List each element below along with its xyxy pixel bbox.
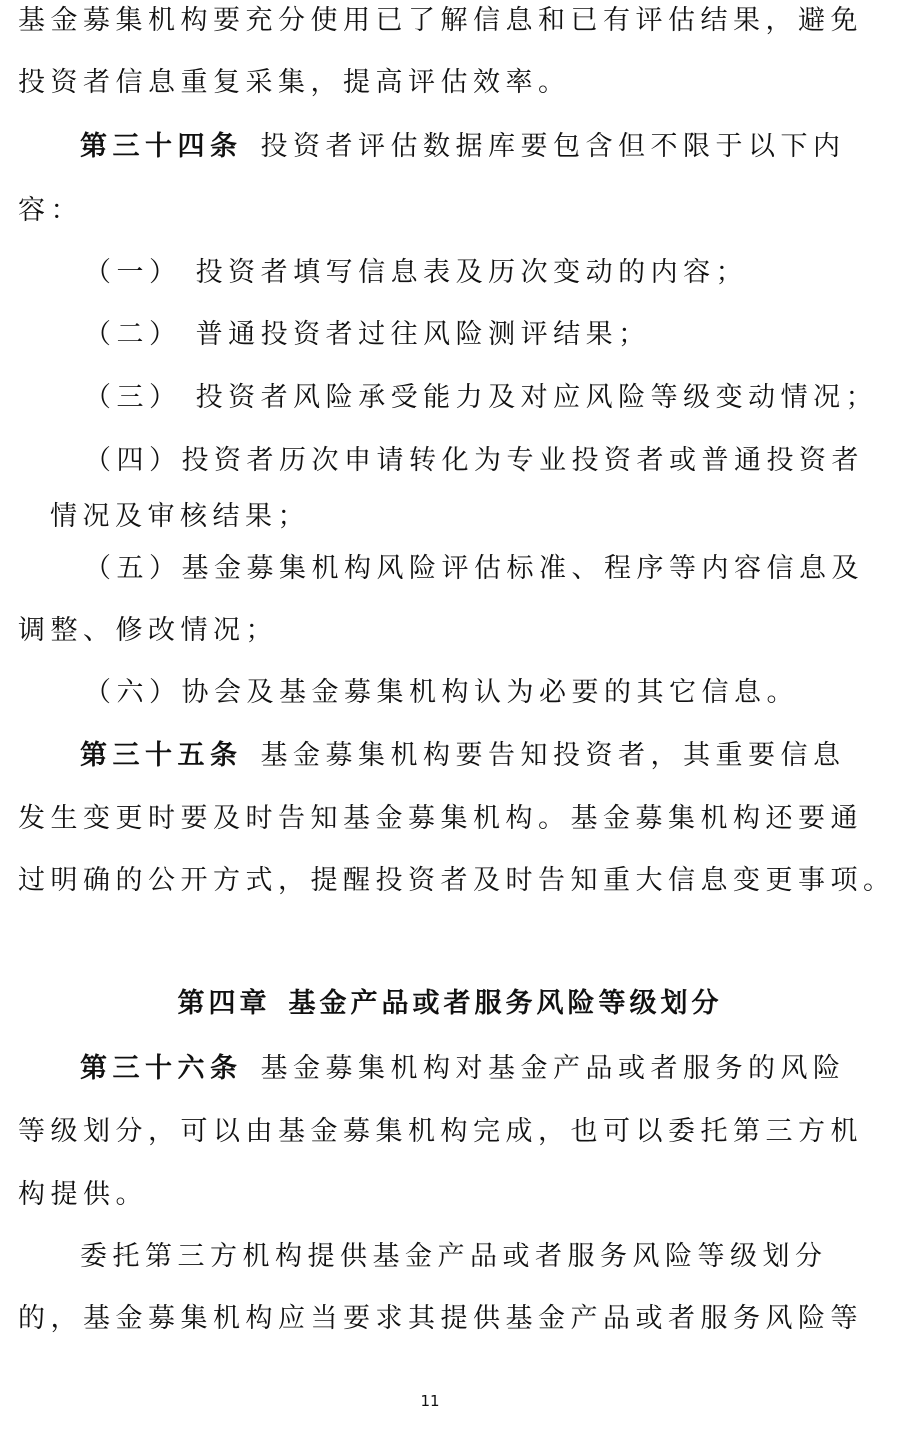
- list-item: （三） 投资者风险承受能力及对应风险等级变动情况；: [84, 382, 879, 413]
- list-item-continuation: 调整、修改情况；: [18, 615, 278, 646]
- article-number: 第三十四条: [80, 131, 243, 162]
- article-36: [80, 1052, 846, 1086]
- article-35: [80, 739, 846, 773]
- list-item-continuation: 情况及审核结果；: [50, 501, 310, 532]
- text-line: 等级划分，可以由基金募集机构完成，也可以委托第三方机: [18, 1116, 863, 1147]
- article-number: 第三十五条: [80, 740, 243, 771]
- chapter-title: 基金产品或者服务风险等级划分: [288, 988, 723, 1019]
- paragraph-line: 委托第三方机构提供基金产品或者服务风险等级划分: [80, 1241, 828, 1272]
- list-item: （一） 投资者填写信息表及历次变动的内容；: [84, 257, 749, 288]
- chapter-heading: [0, 987, 900, 1021]
- page-number: 11: [420, 1392, 440, 1410]
- article-text: 基金募集机构要告知投资者，其重要信息: [260, 740, 846, 771]
- chapter-label: 第四章: [177, 988, 271, 1019]
- text-line: 的，基金募集机构应当要求其提供基金产品或者服务风险等: [18, 1303, 863, 1334]
- text-line: 容：: [18, 195, 83, 226]
- list-item: （二） 普通投资者过往风险测评结果；: [84, 319, 651, 350]
- article-text: 基金募集机构对基金产品或者服务的风险: [260, 1053, 846, 1084]
- text-line: 投资者信息重复采集，提高评估效率。: [18, 67, 571, 98]
- text-line: 发生变更时要及时告知基金募集机构。基金募集机构还要通: [18, 803, 863, 834]
- list-item: （五）基金募集机构风险评估标准、程序等内容信息及: [84, 553, 864, 584]
- list-item: （六）协会及基金募集机构认为必要的其它信息。: [84, 677, 799, 708]
- text-line: 构提供。: [18, 1179, 148, 1210]
- text-line: 过明确的公开方式，提醒投资者及时告知重大信息变更事项。: [18, 865, 896, 896]
- article-number: 第三十六条: [80, 1053, 243, 1084]
- list-item: （四）投资者历次申请转化为专业投资者或普通投资者: [84, 445, 864, 476]
- article-34: [80, 130, 846, 164]
- article-text: 投资者评估数据库要包含但不限于以下内: [260, 131, 846, 162]
- text-line: 基金募集机构要充分使用已了解信息和已有评估结果，避免: [18, 5, 863, 36]
